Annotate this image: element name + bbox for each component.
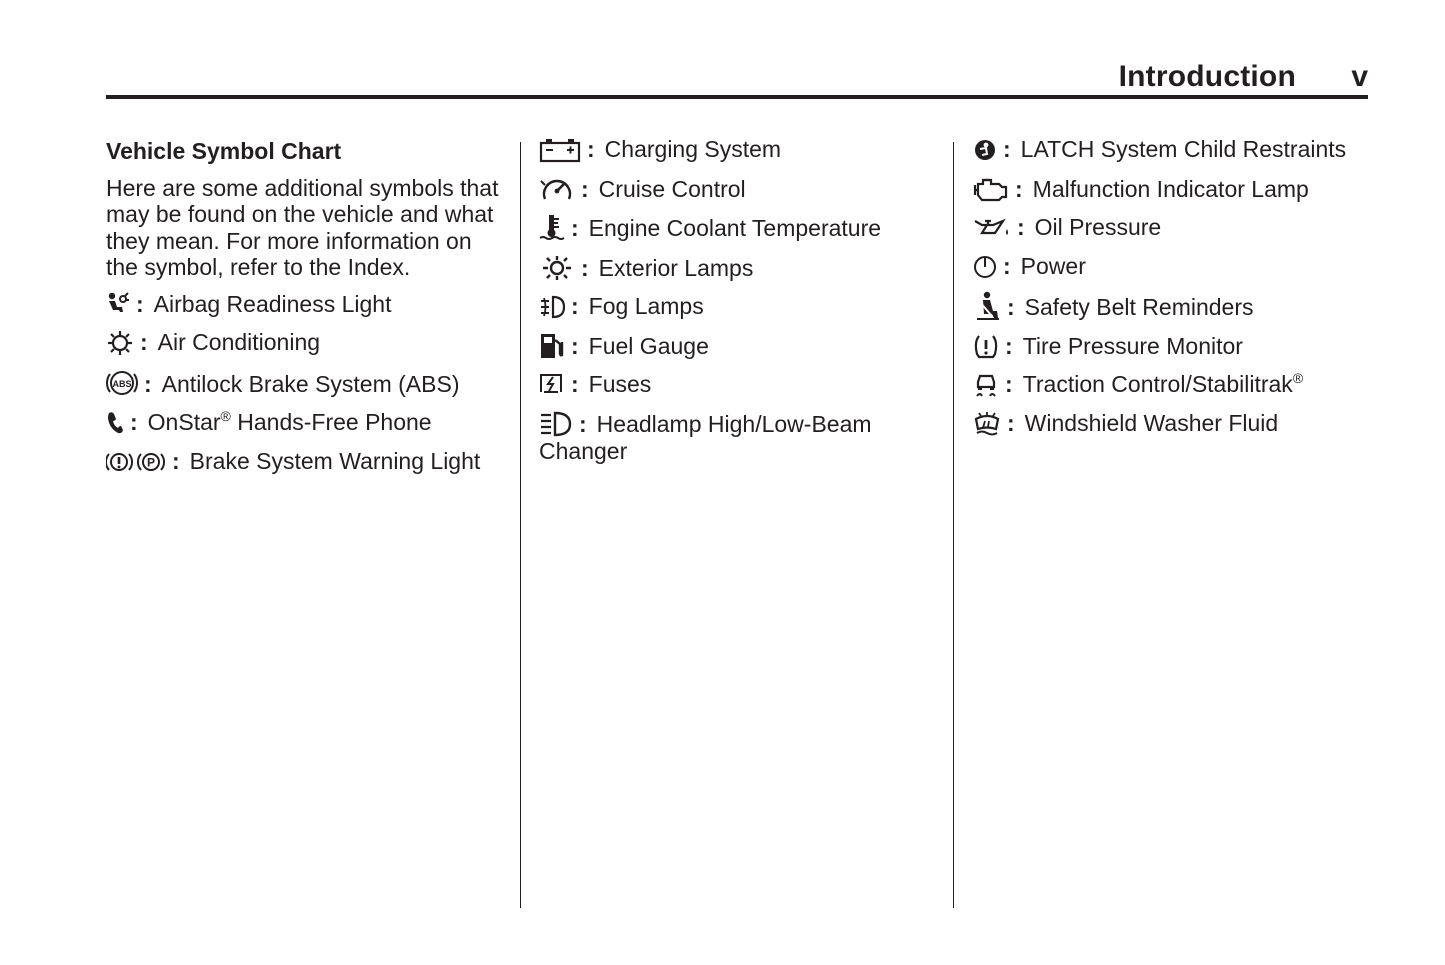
symbol-entry-airbag: : Airbag Readiness Light: [106, 291, 501, 318]
symbol-label: OnStar: [147, 409, 221, 435]
symbol-entry-oil: : Oil Pressure: [973, 214, 1373, 241]
svg-text:P: P: [146, 455, 156, 469]
symbol-entry-onstar: : OnStar® Hands-Free Phone: [106, 409, 501, 436]
battery-icon: [539, 137, 581, 163]
brake-warning-icon: [106, 449, 166, 475]
washer-fluid-icon: [973, 411, 1001, 437]
symbol-label: Fog Lamps: [588, 293, 704, 319]
symbol-label: Oil Pressure: [1034, 214, 1162, 240]
symbol-entry-traction: : Traction Control/Stabilitrak®: [973, 371, 1373, 398]
airbag-icon: [106, 292, 130, 318]
header-rule: [106, 95, 1368, 99]
symbol-entry-cruise: : Cruise Control: [539, 175, 939, 203]
column-divider-1: [520, 142, 521, 908]
engine-icon: [973, 175, 1009, 203]
symbol-label: Antilock Brake System (ABS): [161, 370, 460, 397]
symbol-label: Fuel Gauge: [588, 332, 709, 359]
air-conditioning-icon: [106, 330, 134, 356]
cruise-control-icon: [539, 175, 575, 203]
symbol-label: Safety Belt Reminders: [1024, 294, 1254, 320]
registered-mark: ®: [1292, 370, 1304, 386]
symbol-label: Exterior Lamps: [598, 254, 754, 281]
latch-child-seat-icon: [973, 137, 997, 163]
symbol-entry-fog-lamps: : Fog Lamps: [539, 293, 939, 320]
symbol-entry-brake-warning: P : Brake System Warning Light: [106, 448, 501, 475]
abs-icon: [106, 368, 138, 398]
symbol-label: Malfunction Indicator Lamp: [1032, 175, 1309, 202]
symbol-label: Air Conditioning: [157, 329, 321, 355]
symbol-label: Engine Coolant Temperature: [588, 215, 882, 241]
fog-lamps-icon: [539, 294, 565, 320]
symbol-entry-fuel: : Fuel Gauge: [539, 332, 939, 360]
symbol-entry-malfunction: : Malfunction Indicator Lamp: [973, 175, 1373, 203]
column-divider-2: [953, 142, 954, 908]
exterior-lamps-icon: [539, 254, 575, 282]
page-number: v: [1351, 60, 1368, 93]
chart-heading: Vehicle Symbol Chart: [106, 138, 342, 164]
symbol-entry-power: : Power: [973, 253, 1373, 280]
symbol-entry-coolant: : Engine Coolant Temperature: [539, 214, 939, 242]
symbol-label: Airbag Readiness Light: [153, 290, 392, 317]
traction-control-icon: [973, 372, 999, 398]
column-1: [106, 136, 501, 486]
tire-pressure-icon: [973, 334, 999, 360]
column-2: [539, 136, 939, 476]
symbol-label: Headlamp High/Low-Beam Changer: [539, 410, 872, 464]
symbol-entry-exterior-lamps: : Exterior Lamps: [539, 254, 939, 282]
fuel-pump-icon: [539, 332, 565, 360]
symbol-entry-headlamp: : Headlamp High/Low-Beam Changer: [539, 410, 872, 464]
symbol-label: Windshield Washer Fluid: [1024, 409, 1279, 436]
section-title: Introduction: [1118, 60, 1296, 93]
page-header: [106, 58, 1368, 94]
symbol-entry-charging: : Charging System: [539, 136, 939, 163]
symbol-entry-latch: : LATCH System Child Restraints: [973, 136, 1373, 163]
symbol-entry-tire-pressure: : Tire Pressure Monitor: [973, 333, 1373, 360]
headlamp-beam-icon: [539, 410, 573, 438]
svg-text:ABS: ABS: [112, 378, 132, 389]
power-icon: [973, 254, 997, 280]
onstar-phone-icon: [106, 410, 124, 436]
symbol-entry-washer: : Windshield Washer Fluid: [973, 410, 1373, 437]
symbol-entry-seatbelt: : Safety Belt Reminders: [973, 291, 1373, 321]
intro-paragraph: Here are some additional symbols that may be found on the vehicle and what they mean. For more information on the symbol, refer to the Index.: [106, 174, 499, 280]
symbol-label-suffix: Hands-Free Phone: [230, 409, 432, 435]
seatbelt-icon: [973, 291, 1001, 321]
symbol-entry-fuses: : Fuses: [539, 371, 939, 398]
column-3: [973, 136, 1373, 448]
symbol-entry-air-conditioning: : Air Conditioning: [106, 329, 501, 356]
coolant-temperature-icon: [539, 214, 565, 242]
symbol-label: Brake System Warning Light: [189, 447, 481, 474]
symbol-label: Tire Pressure Monitor: [1022, 332, 1243, 359]
oil-can-icon: [973, 215, 1011, 241]
symbol-label: Charging System: [604, 136, 782, 162]
symbol-label: Fuses: [588, 371, 652, 397]
registered-mark: ®: [220, 408, 231, 424]
symbol-label: Power: [1020, 252, 1086, 279]
fuse-icon: [539, 372, 565, 398]
symbol-entry-abs: ABS : Antilock Brake System (ABS): [106, 368, 501, 398]
symbol-label: Cruise Control: [598, 175, 746, 202]
symbol-label: Traction Control/Stabilitrak: [1022, 371, 1293, 397]
symbol-label: LATCH System Child Restraints: [1020, 136, 1347, 162]
